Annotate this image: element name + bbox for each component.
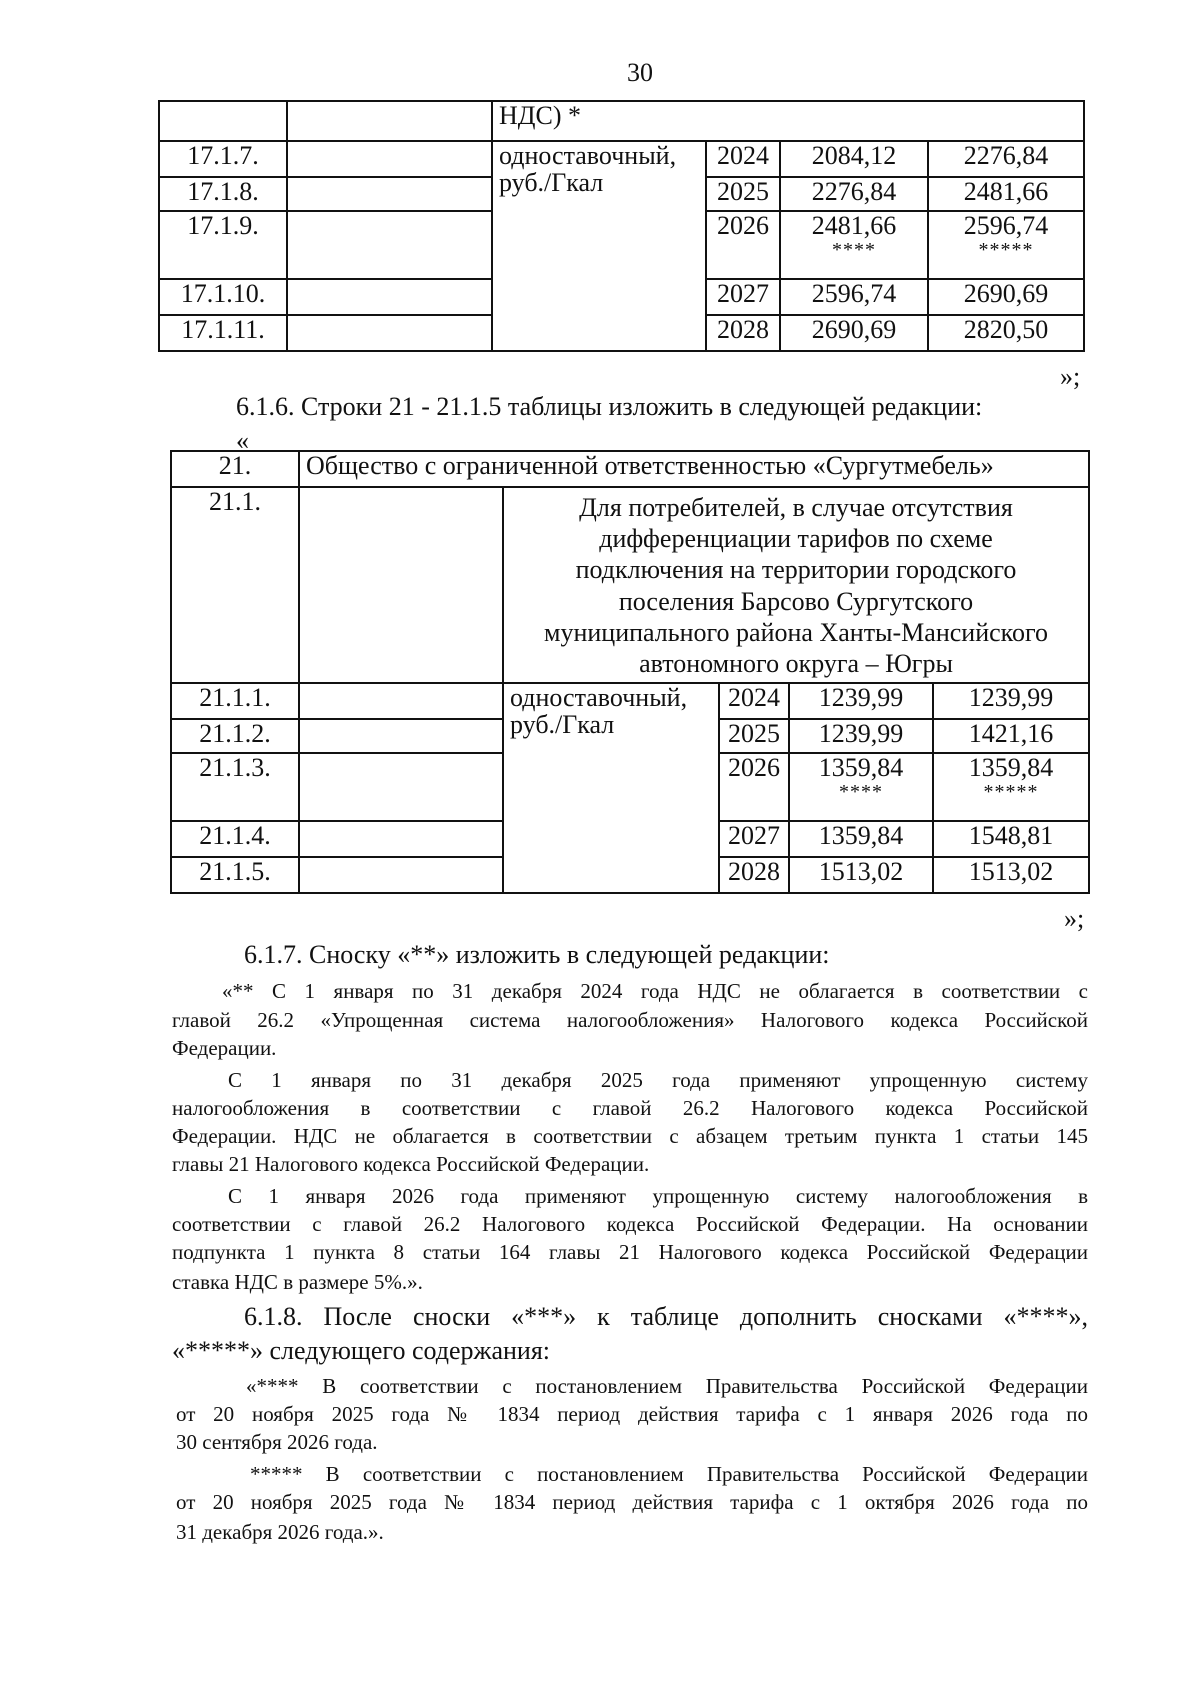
footnote-text-line: ставка НДС в размере 5%.». — [172, 1270, 423, 1294]
footnote-text-line: «** С 1 января по 31 декабря 2024 года НДС не облагается в соответствии с — [222, 979, 1088, 1003]
value-cell: 2820,50 — [928, 315, 1084, 351]
row-number: 21.1.2. — [171, 719, 299, 753]
footnote-text-line: подпункта 1 пункта 8 статьи 164 главы 21 Налогового кодекса Российской Федерации — [172, 1240, 1088, 1264]
table-row — [159, 141, 1084, 177]
value-cell: 2481,66 **** — [780, 211, 928, 279]
footnote-text-line: главой 26.2 «Упрощенная система налогообложения» Налогового кодекса Российской — [172, 1008, 1088, 1032]
year-cell: 2028 — [719, 857, 789, 893]
opening-quote: « — [236, 426, 249, 455]
row-number: 21.1.4. — [171, 821, 299, 857]
value-cell: 1359,84 ***** — [933, 753, 1089, 821]
year-cell: 2025 — [719, 719, 789, 753]
page-number: 30 — [627, 58, 653, 87]
closing-quote: »; — [1064, 904, 1085, 933]
row-number: 17.1.9. — [159, 211, 287, 279]
tariff-table-21 — [170, 450, 1090, 894]
table-row — [171, 487, 1089, 683]
section-heading: 6.1.6. Строки 21 - 21.1.5 таблицы изложить в следующей редакции: — [236, 392, 983, 421]
footnote-text-line: от 20 ноября 2025 года № 1834 период действия тарифа с 1 января 2026 года по — [176, 1402, 1088, 1426]
footnote-mark: **** — [839, 781, 883, 804]
section-heading: 6.1.7. Сноску «**» изложить в следующей редакции: — [244, 940, 830, 969]
row-number: 17.1.10. — [159, 279, 287, 315]
year-cell: 2027 — [719, 821, 789, 857]
value-cell: 2276,84 — [928, 141, 1084, 177]
value-cell: 2690,69 — [780, 315, 928, 351]
footnote-text-line: от 20 ноября 2025 года № 1834 период действия тарифа с 1 октября 2026 года по — [176, 1490, 1088, 1514]
year-cell: 2024 — [719, 683, 789, 719]
row-number: 21. — [171, 451, 299, 487]
value-cell: 2596,74 — [780, 279, 928, 315]
value-cell: 1548,81 — [933, 821, 1089, 857]
footnote-text-line: Федерации. НДС не облагается в соответствии с абзацем третьим пункта 1 статьи 145 — [172, 1124, 1088, 1148]
footnote-mark: ***** — [983, 781, 1039, 804]
year-cell: 2028 — [706, 315, 780, 351]
value-cell: 2276,84 — [780, 177, 928, 211]
value-cell: 1421,16 — [933, 719, 1089, 753]
tariff-type-cell: одноставочный, руб./Гкал — [492, 141, 706, 351]
footnote-mark: ***** — [978, 239, 1034, 262]
row-number: 21.1.1. — [171, 683, 299, 719]
value-cell: 1239,99 — [933, 683, 1089, 719]
footnote-text-line: 31 декабря 2026 года.». — [176, 1520, 384, 1544]
section-heading: «*****» следующего содержания: — [172, 1336, 551, 1365]
section-heading: 6.1.8. После сноски «***» к таблице дополнить сносками «****», — [244, 1302, 1088, 1331]
table-row — [171, 451, 1089, 487]
footnote-text-line: ***** В соответствии с постановлением Правительства Российской Федерации — [250, 1462, 1088, 1486]
year-cell: 2024 — [706, 141, 780, 177]
row-number: 17.1.7. — [159, 141, 287, 177]
cell-header-fragment: НДС) * — [492, 101, 1084, 141]
year-cell: 2026 — [719, 753, 789, 821]
consumer-group-description: Для потребителей, в случае отсутствия дифференциации тарифов по схеме подключения на территории городского поселения Барсово Сургутского муниципального района Ханты-Мансийского автономного округа – Югры — [503, 487, 1089, 683]
organization-name: Общество с ограниченной ответственностью «Сургутмебель» — [299, 451, 1089, 487]
footnote-text-line: «**** В соответствии с постановлением Правительства Российской Федерации — [246, 1374, 1088, 1398]
footnote-text-line: налогообложения в соответствии с главой 26.2 Налогового кодекса Российской — [172, 1096, 1088, 1120]
row-number: 17.1.11. — [159, 315, 287, 351]
footnote-text-line: С 1 января 2026 года применяют упрощенную систему налогообложения в — [228, 1184, 1088, 1208]
row-number: 21.1. — [171, 487, 299, 683]
value-cell: 1359,84 — [789, 821, 933, 857]
table-row — [171, 683, 1089, 719]
footnote-mark: **** — [832, 239, 876, 262]
year-cell: 2027 — [706, 279, 780, 315]
row-number: 21.1.5. — [171, 857, 299, 893]
tariff-table-17 — [158, 100, 1085, 352]
year-cell: 2026 — [706, 211, 780, 279]
tariff-type-cell: одноставочный, руб./Гкал — [503, 683, 719, 893]
value-cell: 2596,74 ***** — [928, 211, 1084, 279]
row-number: 21.1.3. — [171, 753, 299, 821]
value-cell: 1239,99 — [789, 719, 933, 753]
value-cell: 1359,84 **** — [789, 753, 933, 821]
footnote-text-line: 30 сентября 2026 года. — [176, 1430, 378, 1454]
value-cell: 1513,02 — [933, 857, 1089, 893]
table-row — [159, 101, 1084, 141]
value-cell: 2690,69 — [928, 279, 1084, 315]
footnote-text-line: соответствии с главой 26.2 Налогового кодекса Российской Федерации. На основании — [172, 1212, 1088, 1236]
closing-quote: »; — [1060, 362, 1081, 391]
value-cell: 1239,99 — [789, 683, 933, 719]
year-cell: 2025 — [706, 177, 780, 211]
footnote-text-line: Федерации. — [172, 1036, 277, 1060]
value-cell: 2481,66 — [928, 177, 1084, 211]
footnote-text-line: главы 21 Налогового кодекса Российской Федерации. — [172, 1152, 650, 1176]
footnote-text-line: С 1 января по 31 декабря 2025 года применяют упрощенную систему — [228, 1068, 1088, 1092]
value-cell: 2084,12 — [780, 141, 928, 177]
value-cell: 1513,02 — [789, 857, 933, 893]
row-number: 17.1.8. — [159, 177, 287, 211]
